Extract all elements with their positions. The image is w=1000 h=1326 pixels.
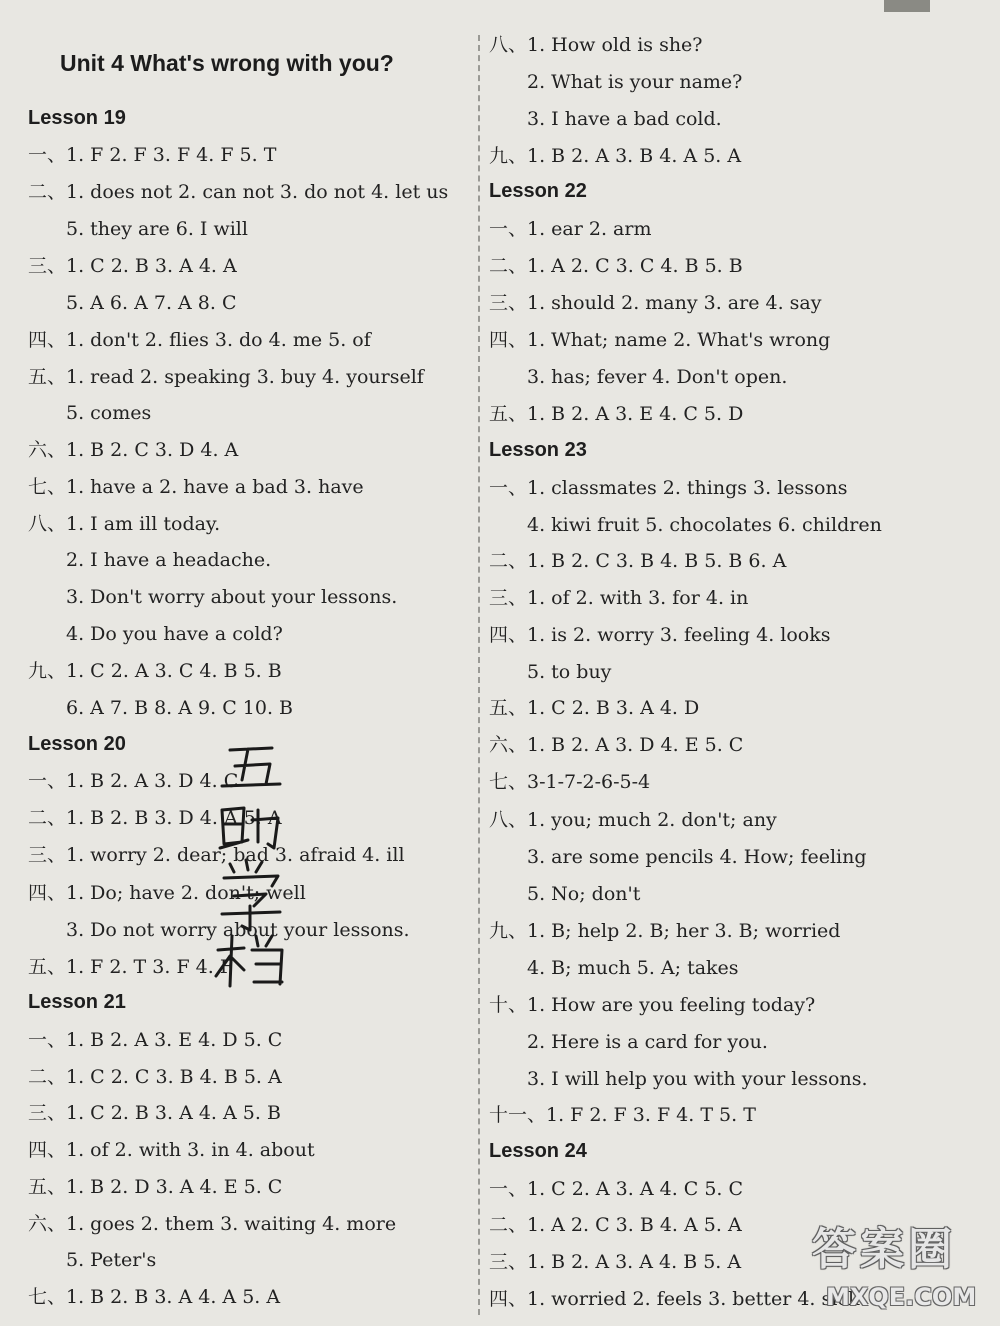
answer-line: 3. I have a bad cold.: [527, 108, 722, 130]
lesson-heading: Lesson 20: [28, 733, 126, 755]
answer-line: 三、1. should 2. many 3. are 4. say: [489, 292, 822, 314]
answer-line: 一、1. ear 2. arm: [489, 218, 652, 240]
answer-line: 五、1. read 2. speaking 3. buy 4. yourself: [28, 366, 424, 388]
answer-line: 一、1. C 2. A 3. A 4. C 5. C: [489, 1178, 744, 1200]
answer-line: 六、1. B 2. A 3. D 4. E 5. C: [489, 734, 744, 756]
answer-line: 二、1. A 2. C 3. C 4. B 5. B: [489, 255, 743, 277]
unit-title: Unit 4 What's wrong with you?: [60, 50, 394, 76]
answer-line: 五、1. B 2. D 3. A 4. E 5. C: [28, 1176, 283, 1198]
answer-line: 四、1. worried 2. feels 3. better 4. sick: [489, 1288, 860, 1310]
answer-line: 五、1. C 2. B 3. A 4. D: [489, 697, 700, 719]
answer-line: 4. Do you have a cold?: [66, 623, 283, 645]
answer-line: 5. comes: [66, 402, 152, 424]
answer-line: 5. to buy: [527, 661, 612, 683]
answer-line: 七、1. B 2. B 3. A 4. A 5. A: [28, 1286, 281, 1308]
site-watermark: [812, 1222, 992, 1322]
answer-line: 一、1. B 2. A 3. D 4. C: [28, 770, 239, 792]
answer-line: 六、1. goes 2. them 3. waiting 4. more: [28, 1213, 397, 1235]
answer-line: 一、1. F 2. F 3. F 4. F 5. T: [28, 144, 277, 166]
answer-line: 七、1. have a 2. have a bad 3. have: [28, 476, 364, 498]
answer-line: 5. No; don't: [527, 883, 641, 905]
answer-line: 二、1. B 2. C 3. B 4. B 5. B 6. A: [489, 550, 787, 572]
answer-line: 二、1. A 2. C 3. B 4. A 5. A: [489, 1214, 742, 1236]
answer-line: 三、1. C 2. B 3. A 4. A 5. B: [28, 1102, 281, 1124]
answer-line: 四、1. of 2. with 3. in 4. about: [28, 1139, 315, 1161]
answer-line: 三、1. of 2. with 3. for 4. in: [489, 587, 749, 609]
answer-line: 四、1. Do; have 2. don't; well: [28, 882, 306, 904]
answer-line: 五、1. B 2. A 3. E 4. C 5. D: [489, 403, 744, 425]
answer-line: 2. What is your name?: [527, 71, 743, 93]
column-divider: [478, 35, 480, 1315]
answer-line: 八、1. How old is she?: [489, 34, 703, 56]
answer-line: 3. Do not worry about your lessons.: [66, 919, 410, 941]
answer-line: 三、1. B 2. A 3. A 4. B 5. A: [489, 1251, 742, 1273]
lesson-heading: Lesson 21: [28, 991, 126, 1013]
lesson-heading: Lesson 23: [489, 439, 587, 461]
answer-line: 八、1. you; much 2. don't; any: [489, 809, 777, 831]
answer-line: 二、1. C 2. C 3. B 4. B 5. A: [28, 1066, 282, 1088]
answer-line: 5. Peter's: [66, 1249, 157, 1271]
answer-line: 2. I have a headache.: [66, 549, 272, 571]
corner-tab: [884, 0, 930, 12]
answer-line: 3. are some pencils 4. How; feeling: [527, 846, 867, 868]
answer-line: 三、1. worry 2. dear; bad 3. afraid 4. ill: [28, 844, 405, 866]
answer-line: 九、1. B 2. A 3. B 4. A 5. A: [489, 145, 742, 167]
lesson-heading: Lesson 22: [489, 180, 587, 202]
answer-line: 二、1. B 2. B 3. D 4. A 5. A: [28, 807, 282, 829]
answer-line: 一、1. B 2. A 3. E 4. D 5. C: [28, 1029, 283, 1051]
answer-line: 3. Don't worry about your lessons.: [66, 586, 398, 608]
answer-line: 5. A 6. A 7. A 8. C: [66, 292, 237, 314]
lesson-heading: Lesson 19: [28, 107, 126, 129]
answer-line: 2. Here is a card for you.: [527, 1031, 768, 1053]
answer-line: 四、1. What; name 2. What's wrong: [489, 329, 831, 351]
answer-line: 3. I will help you with your lessons.: [527, 1068, 868, 1090]
answer-line: 一、1. classmates 2. things 3. lessons: [489, 477, 848, 499]
answer-line: 七、3-1-7-2-6-5-4: [489, 771, 651, 793]
handwritten-scribble: [200, 740, 300, 990]
answer-line: 十、1. How are you feeling today?: [489, 994, 816, 1016]
answer-line: 九、1. C 2. A 3. C 4. B 5. B: [28, 660, 282, 682]
answer-line: 八、1. I am ill today.: [28, 513, 221, 535]
answer-line: 四、1. is 2. worry 3. feeling 4. looks: [489, 624, 831, 646]
answer-line: 九、1. B; help 2. B; her 3. B; worried: [489, 920, 841, 942]
answer-line: 二、1. does not 2. can not 3. do not 4. let us: [28, 181, 449, 203]
answer-line: 5. they are 6. I will: [66, 218, 248, 240]
answer-line: 4. B; much 5. A; takes: [527, 957, 739, 979]
answer-line: 四、1. don't 2. flies 3. do 4. me 5. of: [28, 329, 371, 351]
watermark-title: 答案圈: [812, 1224, 956, 1275]
answer-line: 五、1. F 2. T 3. F 4. F: [28, 956, 234, 978]
watermark-url: MXQE.COM: [826, 1283, 977, 1311]
answer-line: 4. kiwi fruit 5. chocolates 6. children: [527, 514, 882, 536]
answer-line: 六、1. B 2. C 3. D 4. A: [28, 439, 239, 461]
answer-line: 十一、1. F 2. F 3. F 4. T 5. T: [489, 1104, 756, 1126]
answer-line: 3. has; fever 4. Don't open.: [527, 366, 788, 388]
lesson-heading: Lesson 24: [489, 1140, 587, 1162]
answer-line: 6. A 7. B 8. A 9. C 10. B: [66, 697, 293, 719]
answer-line: 三、1. C 2. B 3. A 4. A: [28, 255, 237, 277]
